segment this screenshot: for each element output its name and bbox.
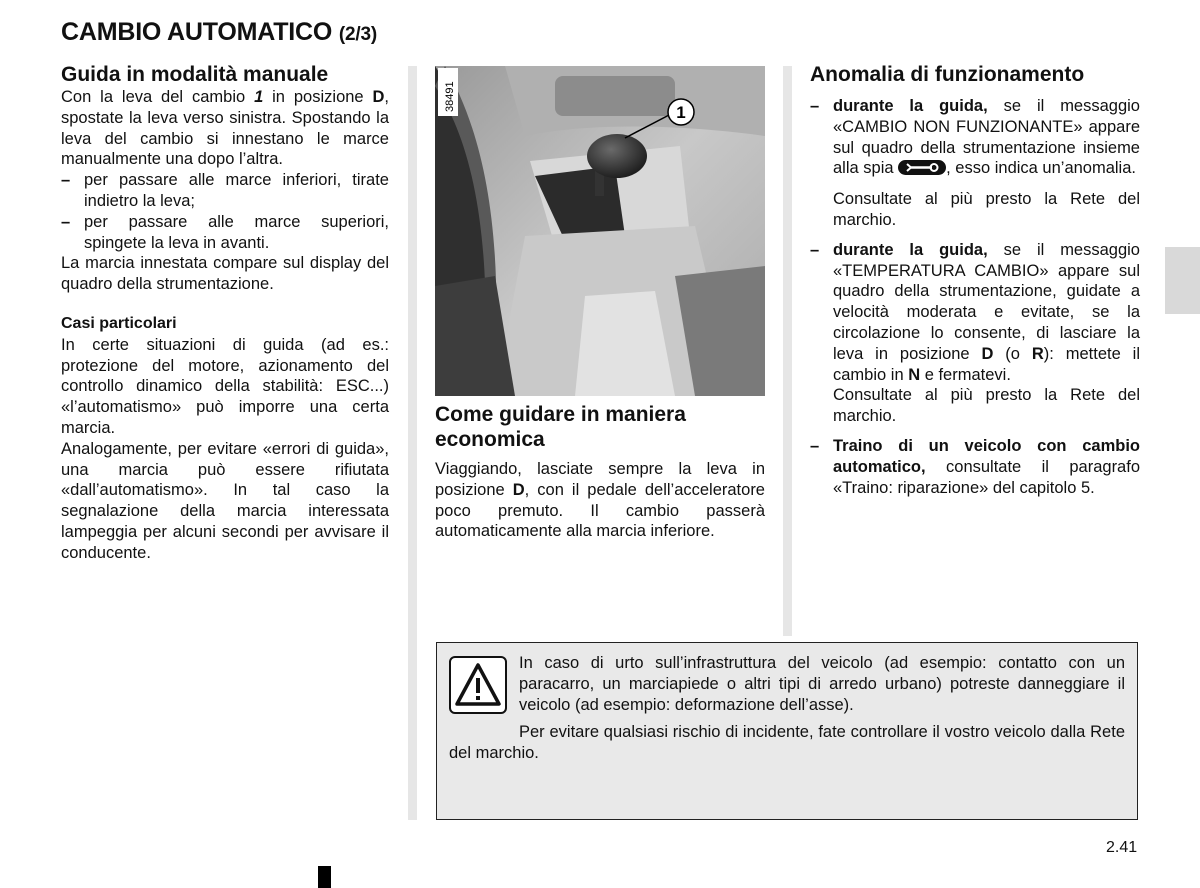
special-cases-text-2: Analogamente, per evitare «errori di guida», una marcia può essere rifiutata «dall’automatismo». In tal caso la segnalazione della marcia interessata lampeggia per alcuni secondi per avvisare il conducente.: [61, 439, 389, 562]
gear-lever-photo: [435, 66, 765, 396]
list-item: – per passare alle marce inferiori, tirate indietro la leva;: [61, 171, 389, 210]
list-item-followup: Consultate al più presto la Rete del marchio.: [833, 386, 1140, 426]
chapter-side-tab: [1165, 247, 1200, 314]
middle-column-text: [435, 402, 765, 542]
warning-text-1: In caso di urto sull’infrastruttura del veicolo (ad esempio: contatto con un paracarro, un marciapiede o altri tipi di arredo urbano) potreste danneggiare il veicolo (ad esempio: deformazione dell’asse).: [519, 654, 1125, 714]
gear-lever-illustration: [435, 66, 765, 396]
page-title: [61, 18, 377, 47]
list-item: – per passare alle marce superiori, spingete la leva in avanti.: [61, 212, 389, 252]
warning-box: [436, 642, 1138, 820]
special-cases-text-1: In certe situazioni di guida (ad es.: protezione del motore, azionamento del controllo dinamico della stabilità: ESC...) «l’automatismo» può imporre una certa marcia.: [61, 335, 389, 437]
section-heading-economy: Come guidare in maniera economica: [435, 403, 686, 451]
warning-text-2: Per evitare qualsiasi rischio di incidente, fate controllare il vostro veicolo dalla Rete del marchio.: [449, 723, 1125, 762]
column-separator-right: [783, 66, 792, 636]
right-column: [810, 62, 1140, 498]
print-mark: [318, 866, 331, 888]
warning-triangle-icon: [449, 656, 507, 714]
economy-text: Viaggiando, lasciate sempre la leva in posizione D, con il pedale dell’acceleratore poco premuto. Il cambio passerà automaticamente alla marcia inferiore.: [435, 460, 765, 541]
photo-callout-label: 1: [676, 103, 686, 122]
wrench-warning-light-icon: [898, 160, 946, 175]
special-cases-heading: Casi particolari: [61, 314, 177, 332]
list-item-followup: Consultate al più presto la Rete del marchio.: [833, 190, 1140, 229]
section-heading-malfunction: Anomalia di funzionamento: [810, 63, 1085, 86]
list-item: – durante la guida, se il messaggio «TEMPERATURA CAMBIO» appare sul quadro della strumentazione, guidate a velocità moderata e evitate, se la circolazione lo consente, di lasciare la leva in posizione D (o R): mettete il cambio in N e fermatevi.: [810, 240, 1141, 384]
left-column: [61, 62, 389, 564]
list-item: – durante la guida, se il messaggio «CAMBIO NON FUNZIONANTE» appare sul quadro della strumentazione insieme alla spia , esso indica un’anomalia.: [810, 97, 1140, 178]
display-note: La marcia innestata compare sul display del quadro della strumentazione.: [61, 254, 389, 294]
page-title-text: CAMBIO AUTOMATICO: [61, 18, 333, 46]
photo-code: 38491: [444, 81, 456, 112]
manual-mode-intro: Con la leva del cambio 1 in posizione D, spostate la leva verso sinistra. Spostando la leva del cambio si innestano le marce manualmente una dopo l’altra.: [61, 88, 390, 169]
page-title-suffix: (2/3): [338, 24, 377, 45]
section-heading-manual-mode: Guida in modalità manuale: [61, 63, 329, 86]
column-separator-left: [408, 66, 417, 820]
page-number: 2.41: [1106, 839, 1138, 856]
list-item: – Traino di un veicolo con cambio automatico, consultate il paragrafo «Traino: riparazione» del capitolo 5.: [810, 436, 1140, 497]
